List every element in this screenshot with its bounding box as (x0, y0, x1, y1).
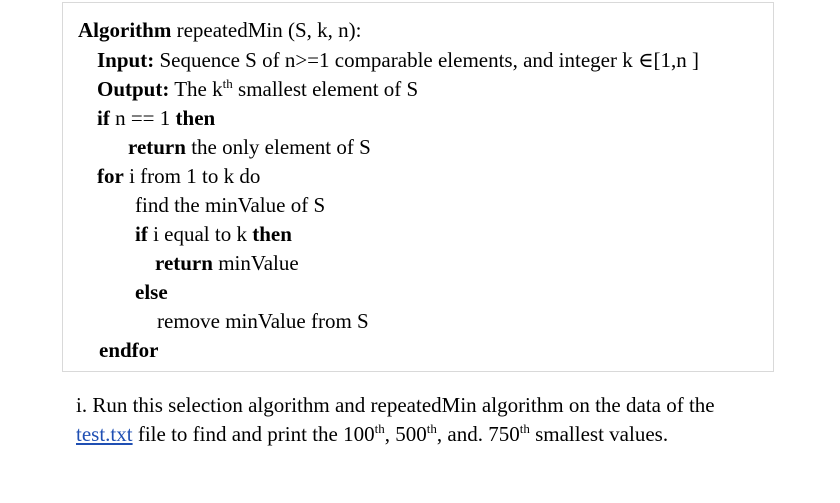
question-text-2d: smallest values. (529, 422, 669, 446)
if2-keyword: if (135, 222, 148, 246)
output-line (97, 75, 418, 103)
if2-condition: i equal to k (147, 222, 253, 246)
output-text-pre: The k (169, 77, 223, 101)
for-line (97, 162, 260, 190)
else-keyword: else (135, 280, 168, 304)
question-line-2 (76, 420, 668, 448)
input-text: Sequence S of n>=1 comparable elements, and integer k ∈[1,n ] (154, 48, 700, 72)
return-min-line (155, 249, 299, 277)
output-superscript: th (222, 76, 233, 91)
algorithm-title (78, 16, 361, 44)
else-line (135, 278, 168, 306)
remove-text: remove minValue from S (157, 309, 369, 333)
for-keyword: for (97, 164, 124, 188)
return-only-line (128, 133, 371, 161)
remove-line (157, 307, 369, 335)
find-min-line (135, 191, 325, 219)
if-keyword: if (97, 106, 110, 130)
input-line (97, 46, 699, 74)
return-only-text: the only element of S (185, 135, 371, 159)
algorithm-signature: repeatedMin (S, k, n): (171, 18, 362, 42)
question-text-2c: , and. 750 (436, 422, 520, 446)
return-keyword: return (128, 135, 186, 159)
return2-keyword: return (155, 251, 213, 275)
test-file-link[interactable]: test.txt (76, 422, 133, 446)
if-line (97, 104, 215, 132)
then2-keyword: then (252, 222, 292, 246)
for-text: i from 1 to k do (123, 164, 261, 188)
output-text-post: smallest element of S (232, 77, 419, 101)
question-line-1 (76, 391, 715, 419)
superscript-th-1: th (374, 421, 385, 436)
if-equal-line (135, 220, 292, 248)
if-condition: n == 1 (109, 106, 176, 130)
endfor-keyword: endfor (99, 338, 159, 362)
superscript-th-2: th (426, 421, 437, 436)
find-min-text: find the minValue of S (135, 193, 326, 217)
question-text-2b: , 500 (384, 422, 427, 446)
endfor-line (99, 336, 159, 364)
question-text-1: i. Run this selection algorithm and repeatedMin algorithm on the data of the (76, 393, 715, 417)
then-keyword: then (175, 106, 216, 130)
question-text-2a: file to find and print the 100 (132, 422, 375, 446)
superscript-th-3: th (519, 421, 530, 436)
return2-text: minValue (212, 251, 299, 275)
input-label: Input: (97, 48, 155, 72)
algorithm-keyword: Algorithm (78, 18, 172, 42)
output-label: Output: (97, 77, 170, 101)
